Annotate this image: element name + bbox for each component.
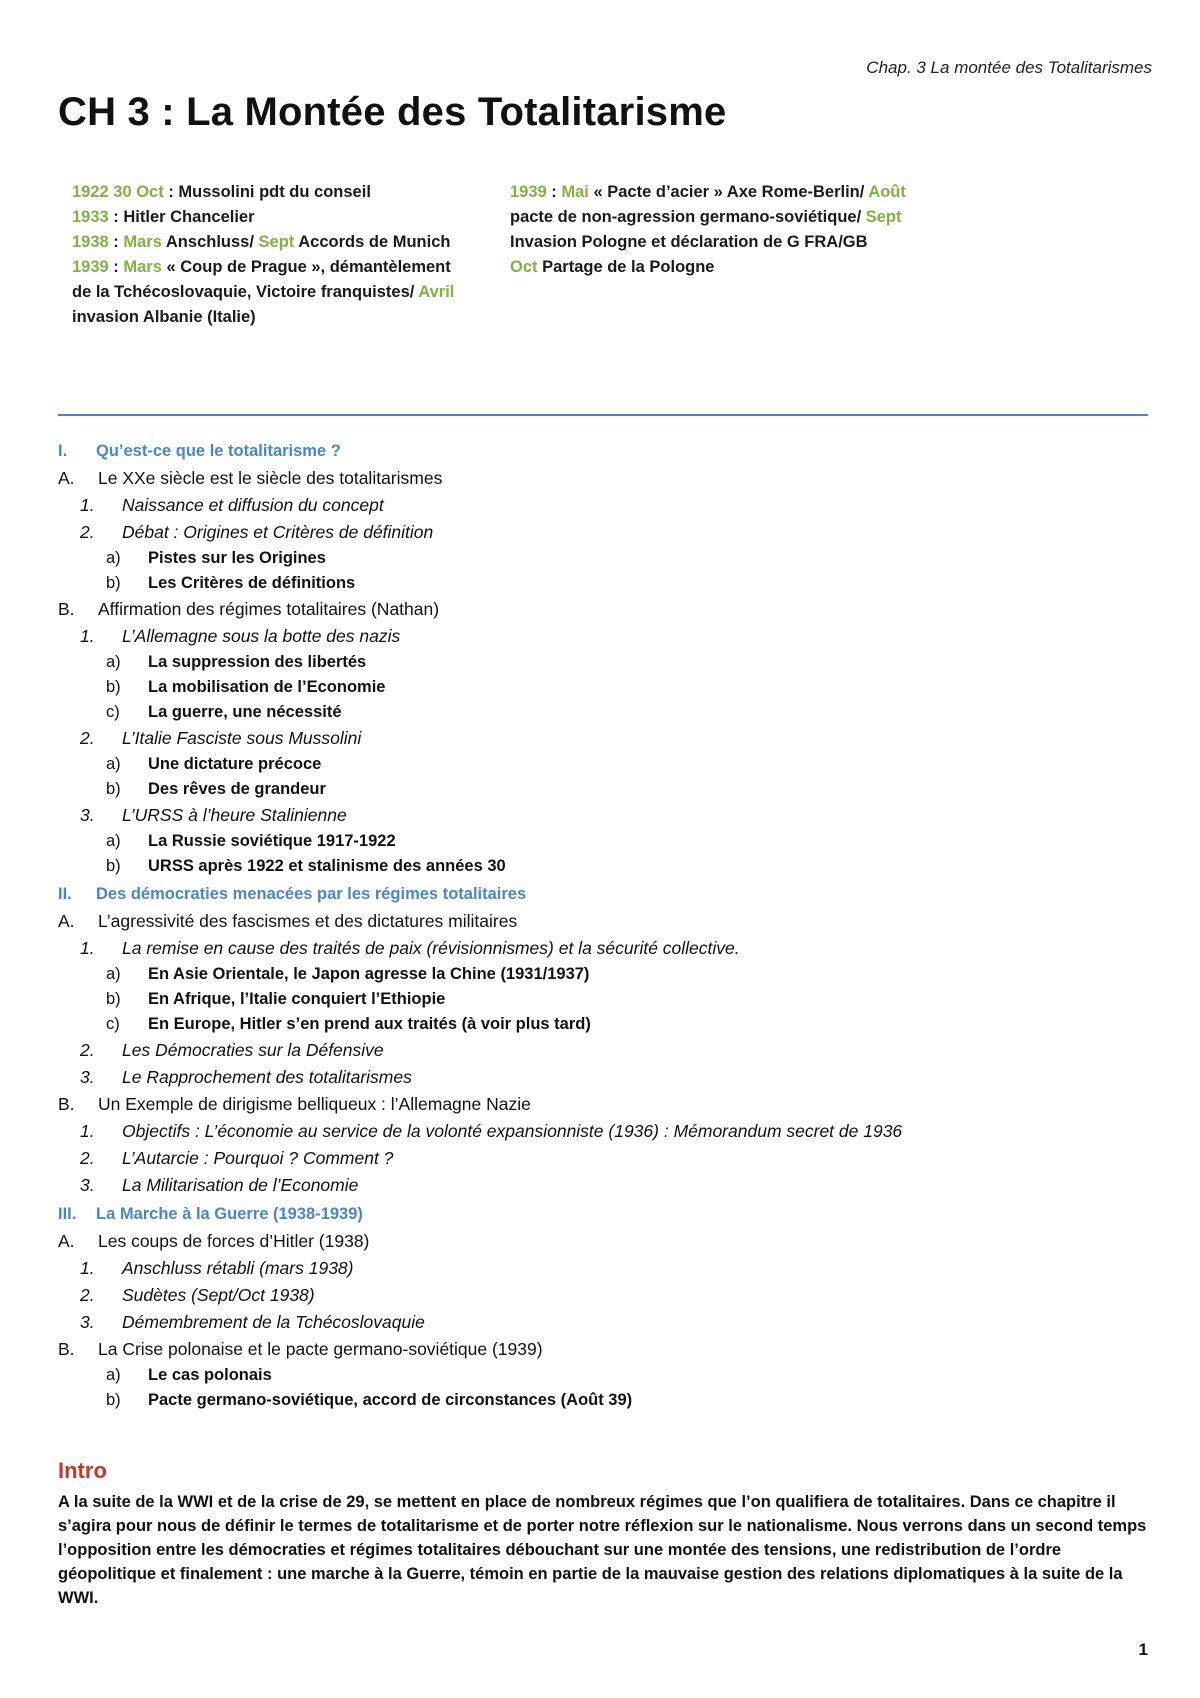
timeline-text: :: [546, 183, 562, 201]
timeline-date: 1933: [72, 208, 109, 226]
intro-paragraph: A la suite de la WWI et de la crise de 29, se mettent en place de nombreux régimes que l’on qualifiera de totalitaires. Dans ce chapitre il s’agira pour nous de définir le termes de totalitarisme et de porter notre réflexion sur le nationalisme. Nous verrons dans un second temps l’opposition entre les démocraties et régimes totalitaires débouchant sur une montée des tensions, une redistribution de l’ordre géopolitique et finalement : une marche à la Guerre, témoin en partie de la mauvaise gestion des relations diplomatiques à la suite de la WWI.: [58, 1493, 1147, 1607]
timeline-date: 1922 30 Oct: [72, 183, 164, 201]
outline-item-letter: [58, 987, 1158, 1012]
timeline-text: : Hitler Chancelier: [108, 208, 255, 226]
timeline-text: : Mussolini pdt du conseil: [163, 183, 371, 201]
outline-item-letter: [58, 1363, 1158, 1388]
outline-item-roman: [58, 438, 1158, 465]
timeline-line: [510, 180, 970, 205]
timeline-date: 1939: [510, 183, 547, 201]
outline-item-arabic: [58, 1255, 1158, 1282]
outline-item-arabic: [58, 802, 1158, 829]
outline-item-letter: [58, 571, 1158, 596]
outline-number: 3.: [80, 805, 95, 825]
outline-number: 1.: [80, 1121, 95, 1141]
outline-number: a): [106, 1366, 121, 1384]
outline-item-alpha: [58, 596, 1158, 623]
outline-item-alpha: [58, 1091, 1158, 1118]
outline-number: 1.: [80, 626, 95, 646]
outline-number: a): [106, 832, 121, 850]
timeline-date: Oct: [510, 258, 538, 276]
outline-number: a): [106, 965, 121, 983]
timeline-text: « Pacte d’acier » Axe Rome-Berlin/: [588, 183, 869, 201]
outline-text: Sudètes (Sept/Oct 1938): [122, 1285, 315, 1305]
outline-text: L’URSS à l’heure Stalinienne: [122, 805, 347, 825]
outline-item-arabic: [58, 1172, 1158, 1199]
timeline-left-column: [72, 180, 492, 330]
outline-item-alpha: [58, 1336, 1158, 1363]
timeline-line: [72, 205, 492, 230]
outline-text: Démembrement de la Tchécoslovaquie: [122, 1312, 425, 1332]
outline-text: Les coups de forces d’Hitler (1938): [98, 1231, 370, 1251]
outline-text: Des démocraties menacées par les régimes totalitaires: [96, 885, 527, 903]
timeline-date: Sept: [258, 233, 295, 251]
outline-text: Pacte germano-soviétique, accord de circonstances (Août 39): [148, 1391, 633, 1409]
running-header: Chap. 3 La montée des Totalitarismes: [866, 58, 1152, 77]
outline-text: La Militarisation de l’Economie: [122, 1175, 359, 1195]
outline-item-letter: [58, 700, 1158, 725]
timeline-date: 1938: [72, 233, 109, 251]
outline-item-arabic: [58, 935, 1158, 962]
outline-text: L’Italie Fasciste sous Mussolini: [122, 728, 362, 748]
outline-number: b): [106, 678, 121, 696]
outline-number: 2.: [80, 1040, 95, 1060]
timeline-text: :: [108, 233, 124, 251]
outline-item-letter: [58, 962, 1158, 987]
timeline-right-column: [510, 180, 970, 280]
outline-number: B.: [58, 599, 75, 619]
outline-number: c): [106, 1015, 120, 1033]
outline-item-letter: [58, 675, 1158, 700]
outline-number: II.: [58, 885, 72, 903]
outline-item-arabic: [58, 1309, 1158, 1336]
outline-number: a): [106, 653, 121, 671]
outline-number: 3.: [80, 1175, 95, 1195]
outline-item-arabic: [58, 1064, 1158, 1091]
outline-text: Le cas polonais: [148, 1366, 272, 1384]
timeline-line: [72, 305, 492, 330]
timeline-text: :: [108, 258, 124, 276]
outline-text: En Europe, Hitler s’en prend aux traités (à voir plus tard): [148, 1015, 591, 1033]
outline-number: 2.: [80, 522, 95, 542]
outline-text: Objectifs : L’économie au service de la volonté expansionniste (1936) : Mémorandum secret de 1936: [122, 1121, 903, 1141]
outline-text: Affirmation des régimes totalitaires (Nathan): [98, 599, 440, 619]
timeline-line: [510, 230, 970, 255]
outline-text: Anschluss rétabli (mars 1938): [122, 1258, 354, 1278]
outline-number: b): [106, 857, 121, 875]
outline-text: L’Allemagne sous la botte des nazis: [122, 626, 401, 646]
outline-text: La Russie soviétique 1917-1922: [148, 832, 396, 850]
outline-number: a): [106, 755, 121, 773]
outline-item-letter: [58, 829, 1158, 854]
outline-item-arabic: [58, 1037, 1158, 1064]
outline-text: En Asie Orientale, le Japon agresse la Chine (1931/1937): [148, 965, 590, 983]
timeline-date: Août: [868, 183, 906, 201]
outline-item-letter: [58, 650, 1158, 675]
timeline-text: Accords de Munich: [294, 233, 451, 251]
outline-text: Les Critères de définitions: [148, 574, 356, 592]
timeline-date: Avril: [418, 283, 455, 301]
outline-number: b): [106, 574, 121, 592]
outline-number: A.: [58, 911, 75, 931]
outline-text: Les Démocraties sur la Défensive: [122, 1040, 384, 1060]
outline-number: 1.: [80, 495, 95, 515]
outline-text: Le XXe siècle est le siècle des totalitarismes: [98, 468, 443, 488]
timeline-date: Mars: [123, 233, 162, 251]
outline-number: 3.: [80, 1312, 95, 1332]
outline-text: Qu’est-ce que le totalitarisme ?: [96, 442, 341, 460]
timeline-date: Sept: [865, 208, 902, 226]
outline-item-arabic: [58, 492, 1158, 519]
outline-item-letter: [58, 777, 1158, 802]
outline-item-arabic: [58, 1282, 1158, 1309]
outline-text: URSS après 1922 et stalinisme des années 30: [148, 857, 506, 875]
outline-item-arabic: [58, 519, 1158, 546]
outline-item-arabic: [58, 725, 1158, 752]
timeline-text: Anschluss/: [161, 233, 259, 251]
outline-number: c): [106, 703, 120, 721]
outline-text: La mobilisation de l’Economie: [148, 678, 386, 696]
outline-number: b): [106, 990, 121, 1008]
outline-number: 1.: [80, 1258, 95, 1278]
outline-number: a): [106, 549, 121, 567]
outline-number: A.: [58, 468, 75, 488]
outline-item-letter: [58, 546, 1158, 571]
timeline-text: Partage de la Pologne: [537, 258, 715, 276]
outline-item-letter: [58, 1012, 1158, 1037]
outline-text: Débat : Origines et Critères de définition: [122, 522, 434, 542]
outline-number: 2.: [80, 1148, 95, 1168]
outline-text: Naissance et diffusion du concept: [122, 495, 384, 515]
timeline-line: [510, 255, 970, 280]
outline-item-letter: [58, 854, 1158, 879]
timeline-text: pacte de non-agression germano-soviétique/: [510, 208, 866, 226]
outline-number: b): [106, 780, 121, 798]
outline-text: Pistes sur les Origines: [148, 549, 326, 567]
outline-text: Des rêves de grandeur: [148, 780, 326, 798]
timeline-date: 1939: [72, 258, 109, 276]
outline-item-letter: [58, 1388, 1158, 1413]
outline-text: L’Autarcie : Pourquoi ? Comment ?: [122, 1148, 394, 1168]
outline-item-alpha: [58, 465, 1158, 492]
outline-number: III.: [58, 1205, 77, 1223]
outline-text: Le Rapprochement des totalitarismes: [122, 1067, 412, 1087]
outline-number: B.: [58, 1339, 75, 1359]
outline-item-alpha: [58, 1228, 1158, 1255]
outline-number: B.: [58, 1094, 75, 1114]
intro-heading: Intro: [58, 1458, 107, 1483]
outline-item-arabic: [58, 1118, 1158, 1145]
section-divider: [58, 414, 1148, 416]
document-title: CH 3 : La Montée des Totalitarisme: [58, 90, 727, 134]
outline-item-roman: [58, 881, 1158, 908]
outline-item-letter: [58, 752, 1158, 777]
outline-text: La suppression des libertés: [148, 653, 367, 671]
outline-item-roman: [58, 1201, 1158, 1228]
timeline-date: Mai: [561, 183, 589, 201]
outline-text: La remise en cause des traités de paix (révisionnismes) et la sécurité collective.: [122, 938, 740, 958]
timeline-text: Invasion Pologne et déclaration de G FRA/GB: [510, 233, 868, 251]
outline-text: La Marche à la Guerre (1938-1939): [96, 1205, 363, 1223]
outline-item-arabic: [58, 623, 1158, 650]
outline-number: A.: [58, 1231, 75, 1251]
timeline-line: [510, 205, 970, 230]
timeline-date: Mars: [123, 258, 162, 276]
outline-text: L’agressivité des fascismes et des dictatures militaires: [98, 911, 518, 931]
outline-number: 1.: [80, 938, 95, 958]
timeline-text: de la Tchécoslovaquie, Victoire franquistes/: [72, 283, 419, 301]
outline-text: La Crise polonaise et le pacte germano-soviétique (1939): [98, 1339, 543, 1359]
table-of-contents: [58, 438, 1158, 1413]
timeline-text: « Coup de Prague », démantèlement: [161, 258, 451, 276]
timeline-line: [72, 280, 492, 305]
outline-number: 2.: [80, 728, 95, 748]
timeline-line: [72, 180, 492, 205]
outline-number: I.: [58, 442, 68, 460]
outline-number: 2.: [80, 1285, 95, 1305]
timeline-text: invasion Albanie (Italie): [72, 308, 256, 326]
outline-number: b): [106, 1391, 121, 1409]
timeline-line: [72, 255, 492, 280]
outline-text: En Afrique, l’Italie conquiert l’Ethiopie: [148, 990, 446, 1008]
outline-item-alpha: [58, 908, 1158, 935]
outline-text: Une dictature précoce: [148, 755, 322, 773]
timeline-line: [72, 230, 492, 255]
outline-text: La guerre, une nécessité: [148, 703, 342, 721]
page-number: 1: [1138, 1640, 1148, 1659]
outline-item-arabic: [58, 1145, 1158, 1172]
outline-text: Un Exemple de dirigisme belliqueux : l’Allemagne Nazie: [98, 1094, 531, 1114]
outline-number: 3.: [80, 1067, 95, 1087]
